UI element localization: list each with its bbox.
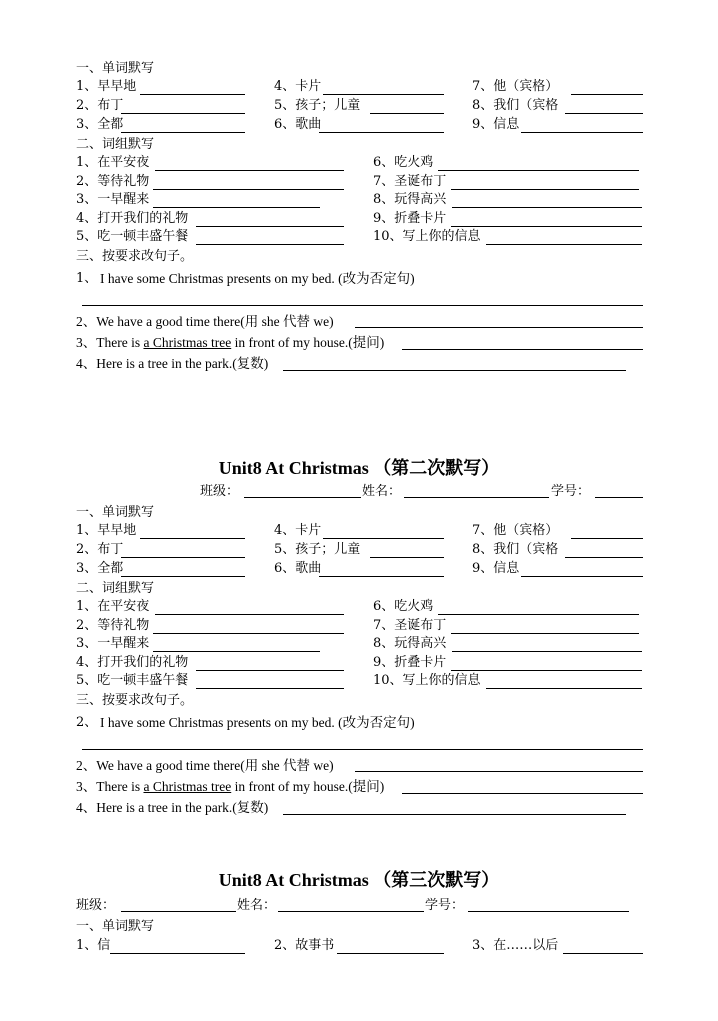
answer-blank[interactable]: [337, 953, 444, 954]
section-words-heading: 一、单词默写: [76, 505, 155, 520]
phrase-item-3: 3、一早醒来: [76, 636, 150, 651]
answer-blank[interactable]: [571, 538, 643, 539]
section-sentences-heading: 三、按要求改句子。: [76, 693, 194, 708]
answer-blank[interactable]: [319, 576, 444, 577]
phrase-item-6: 6、吃火鸡: [373, 155, 434, 170]
phrase-item-8: 8、玩得高兴: [373, 192, 447, 207]
answer-blank[interactable]: [140, 94, 245, 95]
answer-blank[interactable]: [323, 94, 444, 95]
answer-blank[interactable]: [121, 113, 245, 114]
answer-blank[interactable]: [110, 953, 245, 954]
phrase-item-1: 1、在平安夜: [76, 155, 150, 170]
answer-blank[interactable]: [521, 576, 643, 577]
answer-blank[interactable]: [451, 670, 642, 671]
answer-line[interactable]: [82, 305, 643, 306]
phrase-item-4: 4、打开我们的礼物: [76, 655, 189, 670]
phrase-item-7: 7、圣诞布丁: [373, 618, 447, 633]
phrase-item-9: 9、折叠卡片: [373, 211, 447, 226]
word-item-6: 6、歌曲: [274, 117, 322, 132]
answer-line[interactable]: [283, 814, 626, 815]
section-words-heading: 一、单词默写: [76, 61, 155, 76]
answer-blank[interactable]: [563, 953, 643, 954]
answer-blank[interactable]: [370, 113, 444, 114]
answer-blank[interactable]: [155, 614, 344, 615]
word-item-2: 2、布丁: [76, 98, 124, 113]
word-item-8: 8、我们（宾格: [472, 542, 559, 557]
answer-blank[interactable]: [155, 170, 344, 171]
phrase-item-10: 10、写上你的信息: [373, 229, 481, 244]
answer-line[interactable]: [355, 327, 643, 328]
answer-blank[interactable]: [370, 557, 444, 558]
phrase-item-9: 9、折叠卡片: [373, 655, 447, 670]
word-item-7: 7、他（宾格）: [472, 523, 559, 538]
word-item-4: 4、卡片: [274, 523, 322, 538]
sentence-3-suffix: in front of my house.(提问): [231, 335, 385, 350]
sentence-3-prefix: 3、There is: [76, 779, 144, 794]
word-item-5: 5、孩子；儿童: [274, 542, 361, 557]
page-title: Unit8 At Christmas （第二次默写）: [218, 458, 500, 478]
student-id-field[interactable]: [468, 911, 629, 912]
phrase-item-5: 5、吃一顿丰盛午餐: [76, 229, 189, 244]
section-words-heading: 一、单词默写: [76, 919, 155, 934]
answer-blank[interactable]: [196, 688, 344, 689]
answer-blank[interactable]: [323, 538, 444, 539]
word-item-9: 9、信息: [472, 117, 520, 132]
answer-blank[interactable]: [452, 207, 642, 208]
phrase-item-6: 6、吃火鸡: [373, 599, 434, 614]
word-item-6: 6、歌曲: [274, 561, 322, 576]
phrase-item-8: 8、玩得高兴: [373, 636, 447, 651]
word-item-1: 1、早早地: [76, 523, 137, 538]
answer-blank[interactable]: [319, 132, 444, 133]
sentence-4-text: 4、Here is a tree in the park.(复数): [76, 356, 269, 371]
word-item-2: 2、故事书: [274, 938, 335, 953]
sentence-3: [76, 779, 384, 795]
class-label: 班级：: [76, 898, 116, 913]
section-sentences-heading: 三、按要求改句子。: [76, 249, 194, 264]
class-field[interactable]: [121, 911, 236, 912]
word-item-5: 5、孩子；儿童: [274, 98, 361, 113]
word-item-2: 2、布丁: [76, 542, 124, 557]
sentence-1-number: 1、: [76, 271, 98, 286]
student-id-label: 学号：: [551, 484, 591, 499]
page-title: Unit8 At Christmas （第三次默写）: [218, 870, 500, 890]
answer-blank[interactable]: [486, 244, 642, 245]
word-item-8: 8、我们（宾格: [472, 98, 559, 113]
answer-blank[interactable]: [196, 670, 344, 671]
answer-blank[interactable]: [451, 633, 639, 634]
answer-blank[interactable]: [438, 614, 639, 615]
answer-line[interactable]: [82, 749, 643, 750]
answer-line[interactable]: [402, 349, 643, 350]
word-item-3: 3、在……以后: [472, 938, 559, 953]
sentence-3: [76, 335, 384, 351]
answer-blank[interactable]: [121, 576, 245, 577]
answer-blank[interactable]: [486, 688, 642, 689]
answer-blank[interactable]: [153, 189, 344, 190]
answer-line[interactable]: [283, 370, 626, 371]
answer-blank[interactable]: [196, 226, 344, 227]
answer-blank[interactable]: [521, 132, 643, 133]
phrase-item-10: 10、写上你的信息: [373, 673, 481, 688]
name-label: 姓名：: [362, 484, 402, 499]
phrase-item-2: 2、等待礼物: [76, 174, 150, 189]
word-item-3: 3、全都: [76, 561, 124, 576]
sentence-3-underlined: a Christmas tree: [143, 779, 232, 794]
answer-blank[interactable]: [153, 207, 320, 208]
word-item-3: 3、全都: [76, 117, 124, 132]
sentence-2-text: 2、We have a good time there(用 she 代替 we): [76, 758, 334, 773]
answer-blank[interactable]: [121, 557, 245, 558]
word-item-7: 7、他（宾格）: [472, 79, 559, 94]
answer-blank[interactable]: [571, 94, 643, 95]
answer-blank[interactable]: [121, 132, 245, 133]
sentence-3-underlined: a Christmas tree: [143, 335, 232, 350]
section-phrases-heading: 二、词组默写: [76, 581, 155, 596]
sentence-3-suffix: in front of my house.(提问): [231, 779, 385, 794]
answer-blank[interactable]: [153, 633, 344, 634]
word-item-1: 1、信: [76, 938, 111, 953]
student-id-field[interactable]: [595, 497, 643, 498]
answer-blank[interactable]: [451, 189, 639, 190]
sentence-2-text: 2、We have a good time there(用 she 代替 we): [76, 314, 334, 329]
phrase-item-2: 2、等待礼物: [76, 618, 150, 633]
sentence-3-prefix: 3、There is: [76, 335, 144, 350]
phrase-item-5: 5、吃一顿丰盛午餐: [76, 673, 189, 688]
answer-blank[interactable]: [451, 226, 642, 227]
section-phrases-heading: 二、词组默写: [76, 137, 155, 152]
name-label: 姓名：: [237, 898, 277, 913]
answer-blank[interactable]: [140, 538, 245, 539]
answer-line[interactable]: [355, 771, 643, 772]
name-field[interactable]: [278, 911, 424, 912]
answer-blank[interactable]: [438, 170, 639, 171]
class-label: 班级：: [200, 484, 240, 499]
answer-blank[interactable]: [452, 651, 642, 652]
answer-blank[interactable]: [565, 557, 643, 558]
sentence-1-text: I have some Christmas presents on my bed. (改为否定句): [100, 715, 415, 730]
word-item-4: 4、卡片: [274, 79, 322, 94]
phrase-item-3: 3、一早醒来: [76, 192, 150, 207]
phrase-item-4: 4、打开我们的礼物: [76, 211, 189, 226]
phrase-item-7: 7、圣诞布丁: [373, 174, 447, 189]
answer-blank[interactable]: [565, 113, 643, 114]
name-field[interactable]: [404, 497, 549, 498]
sentence-1-number: 2、: [76, 715, 98, 730]
phrase-item-1: 1、在平安夜: [76, 599, 150, 614]
student-id-label: 学号：: [425, 898, 465, 913]
class-field[interactable]: [244, 497, 361, 498]
answer-blank[interactable]: [153, 651, 320, 652]
sentence-1-text: I have some Christmas presents on my bed. (改为否定句): [100, 271, 415, 286]
sentence-4-text: 4、Here is a tree in the park.(复数): [76, 800, 269, 815]
answer-line[interactable]: [402, 793, 643, 794]
word-item-1: 1、早早地: [76, 79, 137, 94]
answer-blank[interactable]: [196, 244, 344, 245]
word-item-9: 9、信息: [472, 561, 520, 576]
